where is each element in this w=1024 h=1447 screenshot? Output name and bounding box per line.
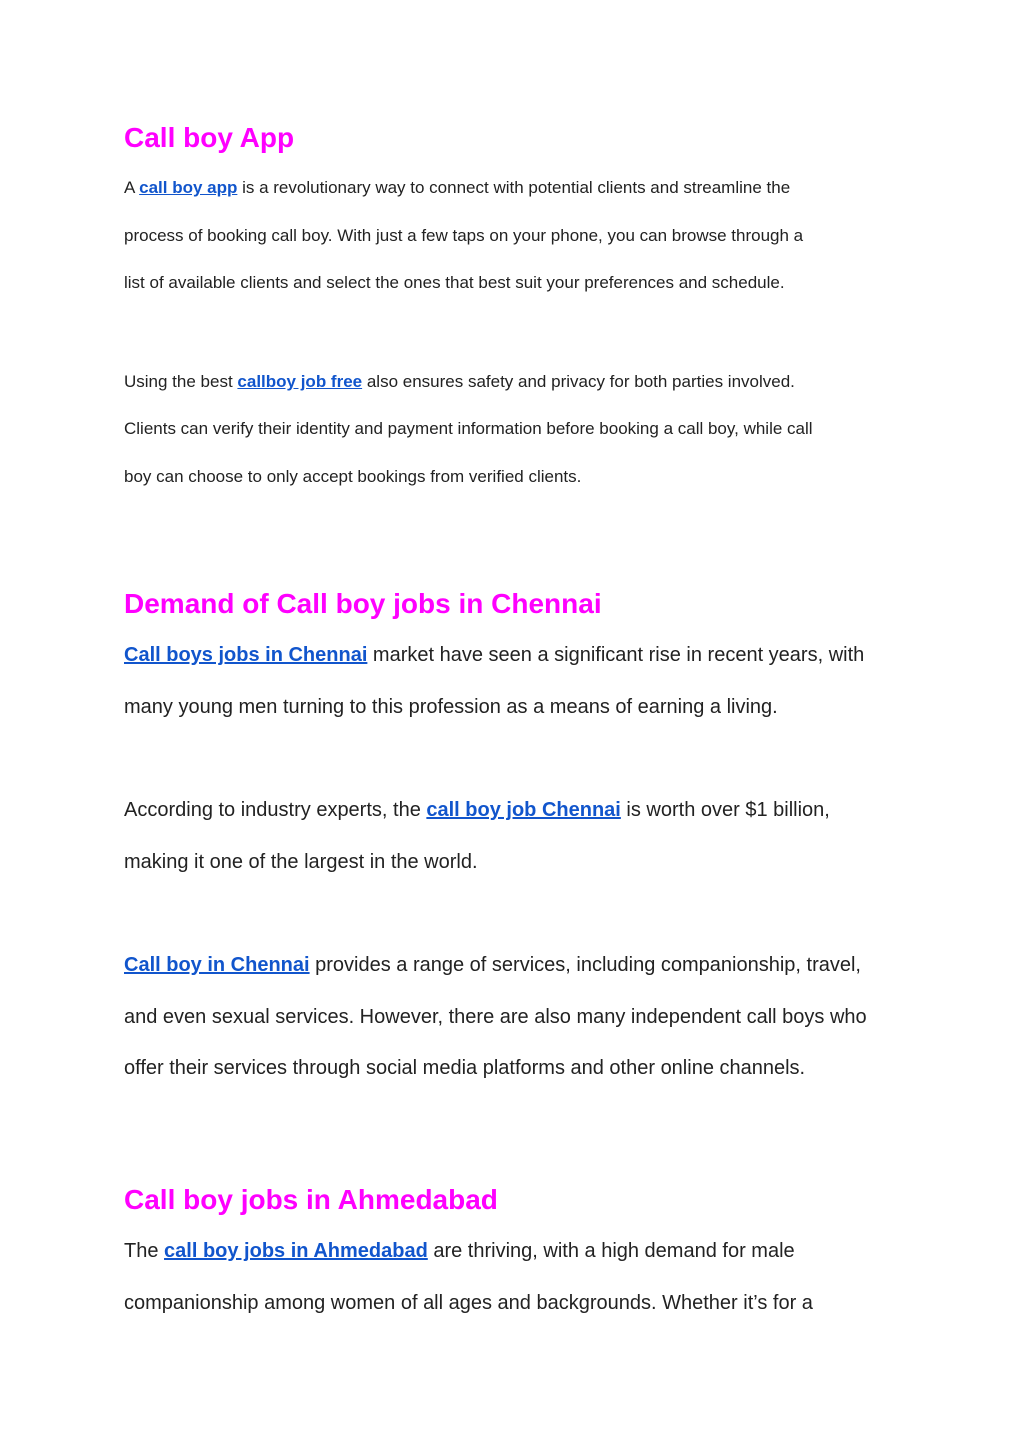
paragraph-line: boy can choose to only accept bookings from verified clients. [124,467,582,486]
paragraph-line: companionship among women of all ages and backgrounds. Whether it’s for a [124,1292,813,1314]
section-heading-demand-chennai: Demand of Call boy jobs in Chennai [124,588,602,619]
paragraph-line: A call boy app is a revolutionary way to connect with potential clients and streamline the [124,178,791,197]
link-call-boy-jobs-in-ahmedabad[interactable]: call boy jobs in Ahmedabad [164,1240,428,1262]
paragraph-line: Call boy in Chennai provides a range of services, including companionship, travel, [124,954,861,976]
paragraph-line: Call boys jobs in Chennai market have seen a significant rise in recent years, with [124,644,865,666]
paragraph-line: many young men turning to this profession as a means of earning a living. [124,696,778,718]
link-callboy-job-free[interactable]: callboy job free [237,372,363,391]
link-call-boy-in-chennai[interactable]: Call boy in Chennai [124,954,310,976]
section-heading-ahmedabad: Call boy jobs in Ahmedabad [124,1184,498,1215]
paragraph-line: and even sexual services. However, there are also many independent call boys who [124,1006,867,1028]
paragraph-line: Using the best callboy job free also ensures safety and privacy for both parties involved. [124,372,795,391]
paragraph-line: process of booking call boy. With just a few taps on your phone, you can browse through a [124,226,804,245]
paragraph-line: offer their services through social media platforms and other online channels. [124,1057,806,1079]
section-heading-call-boy-app: Call boy App [124,122,295,153]
paragraph-line: The call boy jobs in Ahmedabad are thriving, with a high demand for male [124,1240,795,1262]
paragraph-line: making it one of the largest in the world. [124,851,478,873]
link-call-boy-job-chennai[interactable]: call boy job Chennai [426,799,621,821]
paragraph-line: Clients can verify their identity and payment information before booking a call boy, while call [124,419,813,438]
link-call-boy-app[interactable]: call boy app [139,178,238,197]
link-call-boys-jobs-in-chennai[interactable]: Call boys jobs in Chennai [124,644,368,666]
paragraph-line: list of available clients and select the ones that best suit your preferences and schedule. [124,273,785,292]
paragraph-line: According to industry experts, the call boy job Chennai is worth over $1 billion, [124,799,830,821]
